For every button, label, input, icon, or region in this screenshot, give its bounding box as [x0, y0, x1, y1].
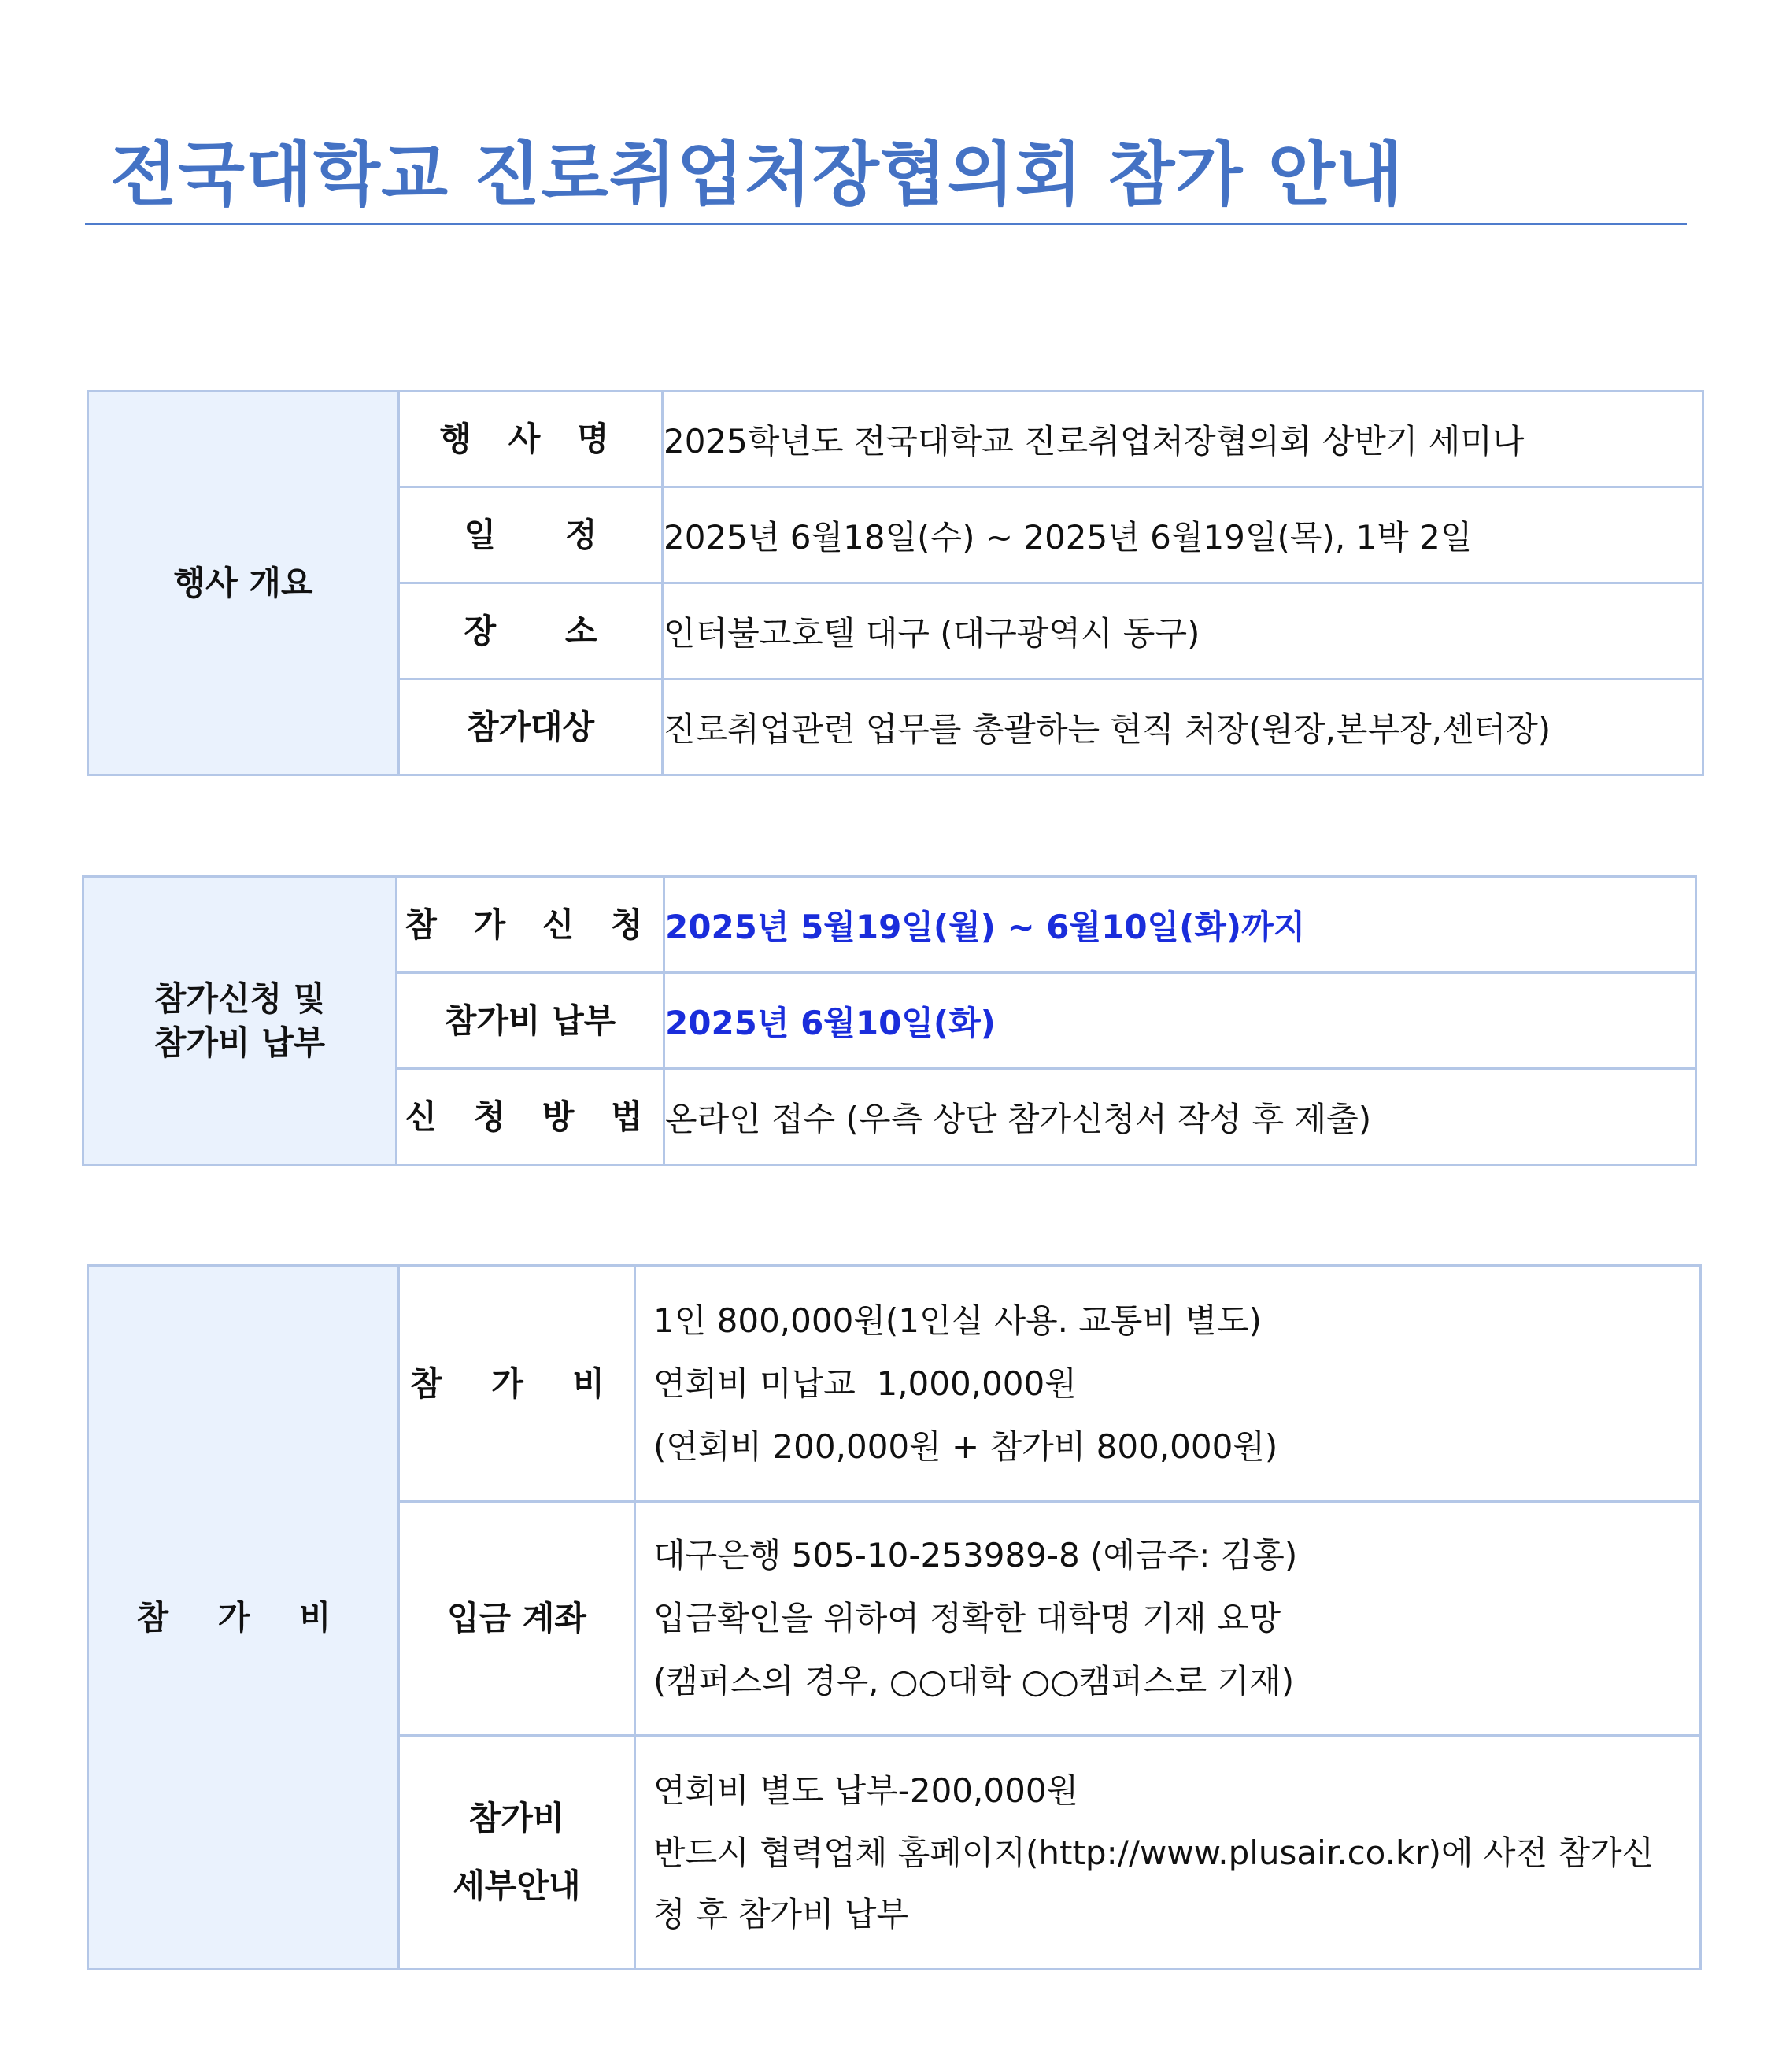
bank-account-label: 입금 계좌	[399, 1502, 635, 1736]
fee-section-label: 참 가 비	[88, 1266, 399, 1970]
account-line: 입금확인을 위하여 정확한 대학명 기재 요망	[653, 1599, 1281, 1637]
event-name-label: 행 사 명	[399, 391, 663, 487]
audience-value: 진로취업관련 업무를 총괄하는 현직 처장(원장,본부장,센터장)	[663, 679, 1703, 775]
bank-account-details	[635, 1502, 1701, 1736]
application-period-label: 참 가 신 청	[397, 877, 664, 973]
page-title: 전국대학교 진로취업처장협의회 참가 안내	[110, 134, 1404, 215]
application-section-label: 참가신청 및 참가비 납부	[83, 877, 397, 1165]
fee-guide-label: 참가비 세부안내	[399, 1736, 635, 1970]
account-line: (캠퍼스의 경우, ○○대학 ○○캠퍼스로 기재)	[653, 1662, 1295, 1700]
event-name-value: 2025학년도 전국대학교 진로취업처장협의회 상반기 세미나	[663, 391, 1703, 487]
guide-line: 반드시 협력업체 홈페이지(http://www.plusair.co.kr)에 사전 참가신청 후 참가비 납부	[653, 1833, 1655, 1933]
guide-line: 연회비 별도 납부-200,000원	[653, 1771, 1079, 1810]
audience-label: 참가대상	[399, 679, 663, 775]
fee-guide-details	[635, 1736, 1701, 1970]
fee-line: 연회비 미납교 1,000,000원	[653, 1363, 1077, 1403]
application-method-label: 신 청 방 법	[397, 1069, 664, 1165]
schedule-label: 일 정	[399, 487, 663, 583]
venue-label: 장 소	[399, 583, 663, 679]
payment-deadline-value: 2025년 6월10일(화)	[664, 973, 1696, 1069]
schedule-value: 2025년 6월18일(수) ~ 2025년 6월19일(목), 1박 2일	[663, 487, 1703, 583]
overview-table	[87, 390, 1704, 776]
fee-table	[87, 1264, 1702, 1970]
fee-details	[635, 1266, 1701, 1502]
account-line: 대구은행 505-10-253989-8 (예금주: 김홍)	[653, 1536, 1298, 1574]
payment-deadline-label: 참가비 납부	[397, 973, 664, 1069]
fee-line: 1인 800,000원(1인실 사용. 교통비 별도)	[653, 1301, 1262, 1340]
title-underline	[85, 223, 1687, 225]
overview-section-label: 행사 개요	[88, 391, 399, 775]
application-method-value: 온라인 접수 (우측 상단 참가신청서 작성 후 제출)	[664, 1069, 1696, 1165]
fee-line: (연회비 200,000원 + 참가비 800,000원)	[653, 1426, 1278, 1466]
fee-label: 참 가 비	[399, 1266, 635, 1502]
application-period-value: 2025년 5월19일(월) ~ 6월10일(화)까지	[664, 877, 1696, 973]
application-table	[82, 875, 1697, 1166]
venue-value: 인터불고호텔 대구 (대구광역시 동구)	[663, 583, 1703, 679]
